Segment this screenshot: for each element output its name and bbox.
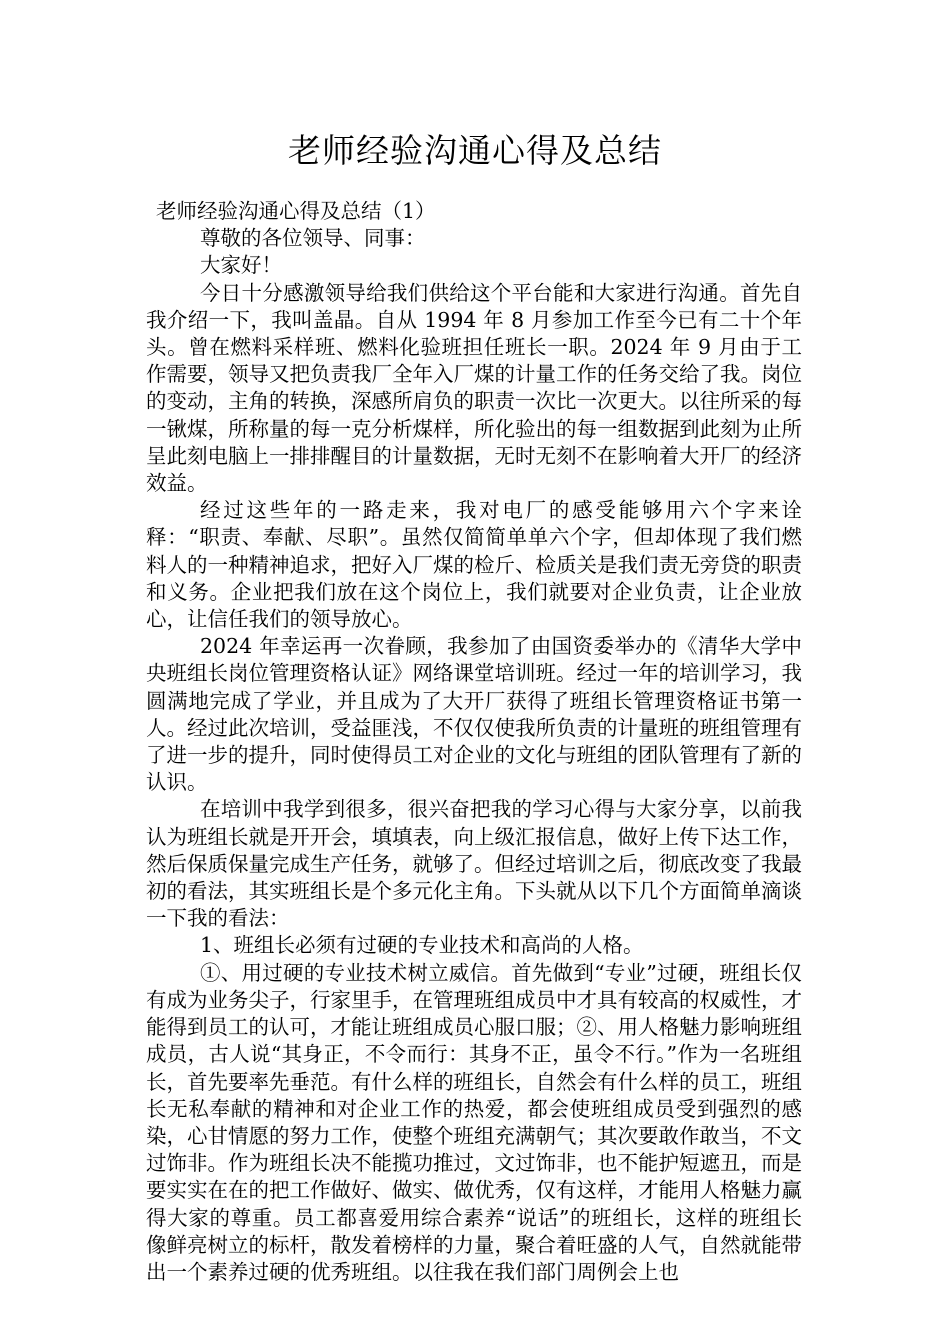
- section-heading-1: 1、班组长必须有过硬的专业技术和高尚的人格。: [200, 933, 644, 958]
- paragraph-training: 2024 年幸运再一次眷顾，我参加了由国资委举办的《清华大学中央班组长岗位管理资格认证》网络课堂培训班。经过一年的培训学习，我圆满地完成了学业，并且成为了大开厂获得了班组长管理资格证书第一人。经过此次培训，受益匪浅，不仅仅使我所负责的计量班的班组管理有了进一步的提升，同时使得员工对企业的文化与班组的团队管理有了新的认识。: [146, 634, 802, 795]
- paragraph-leadership: ①、用过硬的专业技术树立威信。首先做到“专业”过硬，班组长仅有成为业务尖子，行家里手，在管理班组成员中才具有较高的权威性，才能得到员工的认可，才能让班组成员心服口服；②、用人格魅力影响班组成员，古人说“其身正，不令而行：其身不正，虽令不行。”作为一名班组长，首先要率先垂范。有什么样的班组长，自然会有什么样的员工，班组长无私奉献的精神和对企业工作的热爱，都会使班组成员受到强烈的感染，心甘情愿的努力工作，使整个班组充满朝气；其次要敢作敢当，不文过饰非。作为班组长决不能揽功推过，文过饰非，也不能护短遮丑，而是要实实在在的把工作做好、做实、做优秀，仅有这样，才能用人格魅力赢得大家的尊重。员工都喜爱用综合素养“说话”的班组长，这样的班组长像鲜亮树立的标杆，散发着榜样的力量，聚合着旺盛的人气，自然就能带出一个素养过硬的优秀班组。以往我在我们部门周例会上也: [146, 960, 802, 1284]
- document-title: 老师经验沟通心得及总结: [288, 131, 662, 170]
- greeting: 大家好！: [200, 253, 282, 278]
- document-body: [146, 198, 802, 1286]
- paragraph-learning: 在培训中我学到很多，很兴奋把我的学习心得与大家分享，以前我认为班组长就是开开会，填填表，向上级汇报信息，做好上传下达工作，然后保质保量完成生产任务，就够了。但经过培训之后，彻底改变了我最初的看法，其实班组长是个多元化主角。下头就从以下几个方面简单滴谈一下我的看法：: [146, 797, 802, 931]
- document-subtitle: 老师经验沟通心得及总结（1）: [156, 199, 436, 223]
- salutation: 尊敬的各位领导、同事：: [200, 226, 426, 251]
- paragraph-introduction: 今日十分感激领导给我们供给这个平台能和大家进行沟通。首先自我介绍一下，我叫盖晶。自从 1994 年 8 月参加工作至今已有二十个年头。曾在燃料采样班、燃料化验班担任班长一职。2024 年 9 月由于工作需要，领导又把负责我厂全年入厂煤的计量工作的任务交给了我。岗位的变动，主角的转换，深感所肩负的职责一次比一次更大。以往所采的每一锹煤，所称量的每一克分析煤样，所化验出的每一组数据到此刻为止所呈此刻电脑上一排排醒目的计量数据，无时无刻不在影响着大开厂的经济效益。: [146, 280, 802, 496]
- paragraph-responsibility: 经过这些年的一路走来，我对电厂的感受能够用六个字来诠释：“职责、奉献、尽职”。虽然仅简简单单六个字，但却体现了我们燃料人的一种精神追求，把好入厂煤的检斤、检质关是我们责无旁贷的职责和义务。企业把我们放在这个岗位上，我们就要对企业负责，让企业放心，让信任我们的领导放心。: [146, 498, 802, 632]
